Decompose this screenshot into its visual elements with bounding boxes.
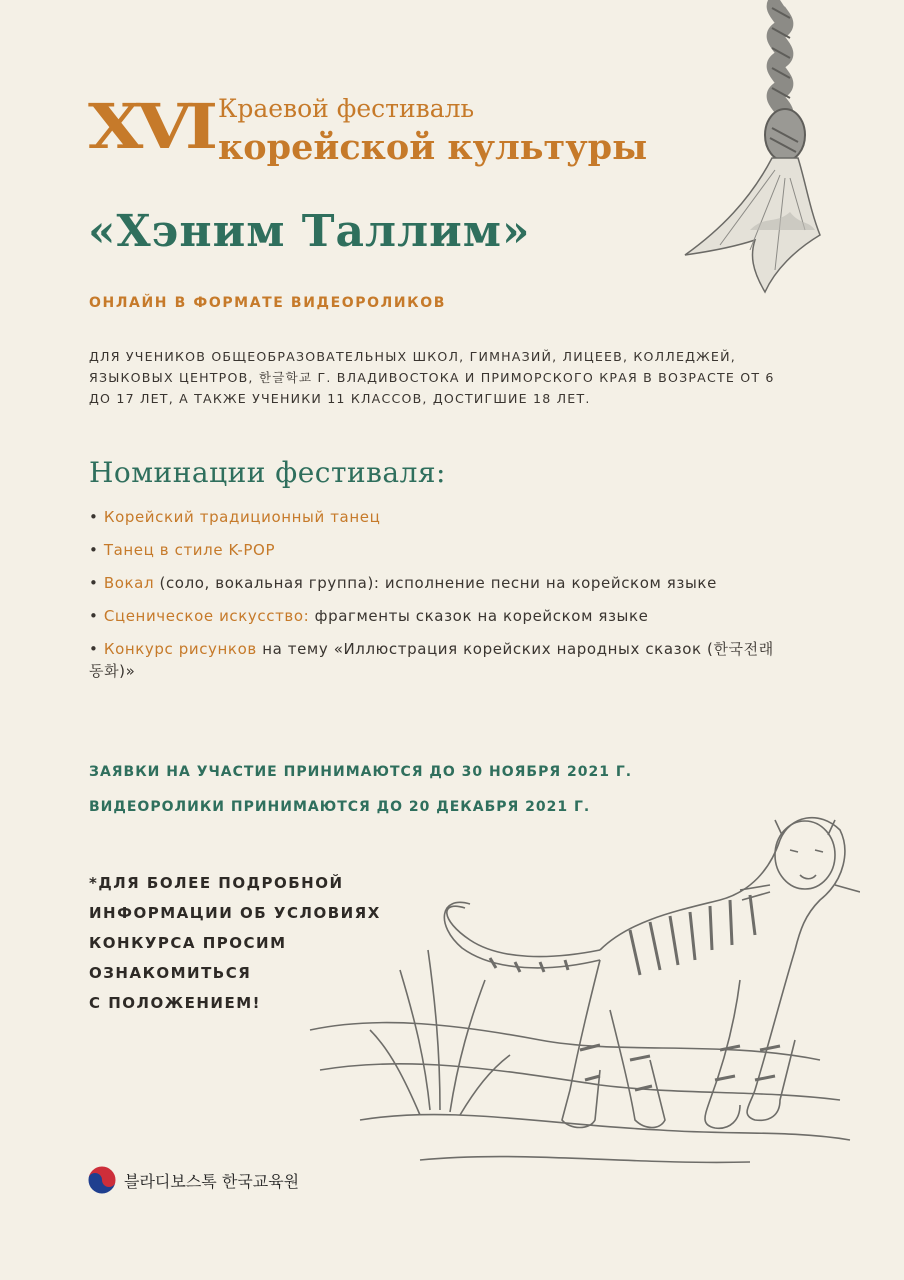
format-label: ОНЛАЙН В ФОРМАТЕ ВИДЕОРОЛИКОВ [89, 295, 446, 311]
nominations-heading: Номинации фестиваля: [89, 456, 446, 489]
nomination-item: • Конкурс рисунков на тему «Иллюстрация корейских народных сказок (한국전래동화)» [89, 640, 774, 680]
nomination-title: Вокал [103, 574, 155, 592]
nomination-title: Сценическое искусство: [103, 607, 310, 625]
nomination-item: • Танец в стиле K-POP [89, 541, 276, 559]
nomination-title: Конкурс рисунков [103, 640, 257, 658]
nomination-title: Танец в стиле K-POP [103, 541, 276, 559]
nominations-list [89, 506, 779, 693]
taegeuk-icon [86, 1164, 118, 1196]
eligibility-description: ДЛЯ УЧЕНИКОВ ОБЩЕОБРАЗОВАТЕЛЬНЫХ ШКОЛ, ГИМНАЗИЙ, ЛИЦЕЕВ, КОЛЛЕДЖЕЙ, ЯЗЫКОВЫХ ЦЕНТРОВ, 한글학교 Г. ВЛАДИВОСТОКА И ПРИМОРСКОГО КРАЯ В ВОЗРАСТЕ ОТ 6 ДО 17 ЛЕТ, А ТАКЖЕ УЧЕНИКИ 11 КЛАССОВ, ДОСТИГШИЕ 18 ЛЕТ. [89, 349, 775, 406]
more-info-note: *ДЛЯ БОЛЕЕ ПОДРОБНОЙ ИНФОРМАЦИИ ОБ УСЛОВИЯХ КОНКУРСА ПРОСИМ ОЗНАКОМИТЬСЯ С ПОЛОЖЕНИЕМ! [89, 874, 381, 1012]
nomination-title: Корейский традиционный танец [103, 508, 381, 526]
nomination-item: • Корейский традиционный танец [89, 508, 381, 526]
title-line-1: Краевой фестиваль [218, 94, 475, 123]
tiger-illustration [300, 800, 860, 1180]
organization-logo [86, 1164, 299, 1196]
videos-deadline: ВИДЕОРОЛИКИ ПРИНИМАЮТСЯ ДО 20 ДЕКАБРЯ 2021 Г. [89, 799, 591, 815]
nomination-item: • Вокал (соло, вокальная группа): исполнение песни на корейском языке [89, 574, 717, 592]
applications-deadline: ЗАЯВКИ НА УЧАСТИЕ ПРИНИМАЮТСЯ ДО 30 НОЯБРЯ 2021 Г. [89, 764, 633, 780]
festival-name: «Хэним Таллим» [88, 206, 531, 257]
edition-numeral: XVI [88, 90, 212, 163]
organization-name: 블라디보스톡 한국교육원 [124, 1171, 300, 1191]
rope-tassel-illustration [680, 0, 830, 300]
nomination-item: • Сценическое искусство: фрагменты сказок на корейском языке [89, 607, 649, 625]
title-line-2: корейской культуры [218, 127, 648, 168]
